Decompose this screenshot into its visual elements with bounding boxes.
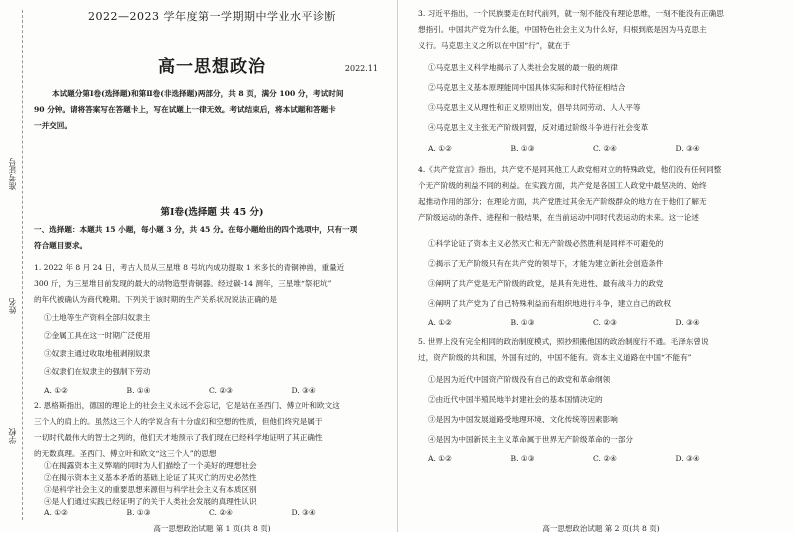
stem-line: 1. 2022 年 8 月 24 日，考古人员从三星堆 8 号坑内成功提取 1 米多长的青铜神兽，重量近 xyxy=(34,263,345,272)
q5-option-1: ①是因为近代中国资产阶级没有自己的政党和革命纲领 xyxy=(428,375,611,384)
stem-line: 的年代被确认为商代晚期。下列关于该时期的生产关系状况说法正确的是 xyxy=(34,295,277,304)
page-1 xyxy=(34,0,390,532)
stem-line: 想指引。中国共产党为什么能，中国特色社会主义为什么好，归根到底是因为马克思主 xyxy=(418,25,707,34)
q1-choice-b: B. ①④ xyxy=(126,386,151,395)
strip-label-name: 姓名 xyxy=(8,298,17,314)
q3-choice-a: A. ①② xyxy=(428,144,452,153)
q3-option-2: ②马克思主义基本原理能同中国具体实际和时代特征相结合 xyxy=(428,83,626,92)
exam-date: 2022.11 xyxy=(344,64,378,73)
q2-option-1: ①在揭露资本主义弊端的同时为人们描绘了一个美好的理想社会 xyxy=(44,461,257,470)
page-footer: 高一思想政治试题 第 2 页(共 8 页) xyxy=(542,524,660,533)
section-title: 第Ⅰ卷(选择题 共 45 分) xyxy=(160,207,264,218)
q1-choice-d: D. ③④ xyxy=(291,386,316,395)
section-intro-line: 符合题目要求。 xyxy=(34,241,88,250)
q3-choices xyxy=(428,144,758,153)
q2-choice-c: C. ②④ xyxy=(209,508,233,517)
stem-line: 起推动作用的部分；在理论方面，共产党胜过其余无产阶级群众的地方在于他们了解无 xyxy=(418,197,707,206)
stem-line: 300 斤，为三星堆目前发现的最大的动物造型青铜器。经过碳-14 测年，三星堆“祭祀坑” xyxy=(34,279,332,288)
stem-line: 的无数真理。圣西门、傅立叶和欧文“这三个人”的思想 xyxy=(34,449,217,458)
stem-line: 一切时代最伟大的智士之列的，他们天才地预示了我们现在已经科学地证明了其正确性 xyxy=(34,433,323,442)
q2-choice-d: D. ③④ xyxy=(291,508,316,517)
q2-option-3: ③是科学社会主义的重要思想来源但与科学社会主义有本质区别 xyxy=(44,485,257,494)
stem-line: 4.《共产党宣言》指出，共产党不是同其他工人政党相对立的特殊政党，他们没有任何同整 xyxy=(418,165,722,174)
q1-option-4: ④奴隶们在奴隶主的强制下劳动 xyxy=(44,367,151,376)
question-4-stem xyxy=(418,162,784,226)
q1-choice-a: A. ①② xyxy=(44,386,68,395)
q1-option-2: ②金属工具在这一时期广泛使用 xyxy=(44,331,151,340)
q2-option-2: ②在揭示资本主义基本矛盾的基础上论证了其灭亡的历史必然性 xyxy=(44,473,257,482)
stem-line: 义行。马克思主义之所以在中国“行”，就在于 xyxy=(418,41,571,50)
q4-choices xyxy=(428,318,758,327)
q4-option-4: ④阐明了共产党为了自己特殊利益而有组织地进行斗争，建立自己的政权 xyxy=(428,299,671,308)
q4-choice-d: D. ③④ xyxy=(675,318,700,327)
binding-cut-line xyxy=(22,10,23,520)
q1-choice-c: C. ②③ xyxy=(209,386,233,395)
instructions-line: 90 分钟。请将答案写在答题卡上，写在试题上一律无效。考试结束后，将本试题和答题卡 xyxy=(34,105,336,114)
q1-option-1: ①土地等生产资料全部归奴隶主 xyxy=(44,313,151,322)
page-divider xyxy=(397,0,398,532)
q5-choice-b: B. ①③ xyxy=(510,454,535,463)
stem-line: 过，资产阶级的共和国，外国有过的，中国不能有。资本主义道路在中国“不能有” xyxy=(418,353,692,362)
q3-choice-b: B. ①③ xyxy=(510,144,535,153)
q3-choice-c: C. ②④ xyxy=(593,144,617,153)
q5-choice-a: A. ①② xyxy=(428,454,452,463)
q2-choices xyxy=(44,508,374,517)
q5-choices xyxy=(428,454,758,463)
q4-option-1: ①科学论证了资本主义必然灭亡和无产阶级必然胜利是同样不可避免的 xyxy=(428,239,664,248)
subject-title: 高一思想政治 xyxy=(158,57,266,77)
exam-title: 2022—2023 学年度第一学期期中学业水平诊断 xyxy=(88,10,336,23)
q4-choice-c: C. ②③ xyxy=(593,318,617,327)
q5-option-3: ③是因为中国发展道路受地理环境、文化传统等因素影响 xyxy=(428,415,618,424)
stem-line: 2. 恩格斯指出，德国的理论上的社会主义永远不会忘记，它是站在圣西门、傅立叶和欧文这 xyxy=(34,401,340,410)
stem-line: 个无产阶级的利益不同的利益。在实践方面，共产党是各国工人政党中最坚决的、始终 xyxy=(418,181,707,190)
q5-option-4: ④是因为中国新民主主义革命属于世界无产阶级革命的一部分 xyxy=(428,435,634,444)
stem-line: 产阶级运动的条件、进程和一般结果，在当前运动中同时代表运动的未来。这一论述 xyxy=(418,213,699,222)
question-3-stem xyxy=(418,6,784,54)
q1-choices xyxy=(44,386,374,395)
question-2-stem xyxy=(34,398,390,462)
q4-option-2: ②揭示了无产阶级只有在共产党的领导下，才能为建立新社会创造条件 xyxy=(428,259,664,268)
page-2 xyxy=(418,0,784,532)
instructions xyxy=(34,86,390,134)
q3-option-1: ①马克思主义科学地揭示了人类社会发展的最一般的规律 xyxy=(428,63,618,72)
q2-option-4: ④是人们通过实践已经证明了的关于人类社会发展的真理性认识 xyxy=(44,497,257,506)
q3-choice-d: D. ③④ xyxy=(675,144,700,153)
q4-choice-b: B. ①③ xyxy=(510,318,535,327)
question-5-stem xyxy=(418,334,784,366)
instructions-line: 本试题分第Ⅰ卷(选择题)和第Ⅱ卷(非选择题)两部分，共 8 页，满分 100 分，考试时间 xyxy=(52,89,344,98)
page-footer: 高一思想政治试题 第 1 页(共 8 页) xyxy=(153,524,271,533)
stem-line: 三个人的肩上的。虽然这三个人的学说含有十分虚幻和空想的性质，但他们终究是属于 xyxy=(34,417,323,426)
stem-line: 3. 习近平指出，一个民族要走在时代前列，就一刻不能没有理论思维，一刻不能没有正确思 xyxy=(418,9,724,18)
q2-choice-a: A. ①② xyxy=(44,508,68,517)
q3-option-3: ③马克思主义从理性和正义原则出发，倡导共同劳动、人人平等 xyxy=(428,103,641,112)
section-intro-line: 一、选择题：本题共 15 小题，每小题 3 分，共 45 分。在每小题给出的四个选项中，只有一项 xyxy=(34,225,358,234)
q4-option-3: ③阐明了共产党是无产阶级的政党，是具有先进性、最有战斗力的政党 xyxy=(428,279,664,288)
instructions-line: 一并交回。 xyxy=(34,121,72,130)
strip-label-school: 学校 xyxy=(8,428,17,444)
binding-strip xyxy=(0,0,30,532)
q1-option-3: ③奴隶主通过收取地租剥削奴隶 xyxy=(44,349,151,358)
question-1-stem xyxy=(34,260,390,308)
strip-label-id: 准考证号 xyxy=(8,158,17,190)
q4-choice-a: A. ①② xyxy=(428,318,452,327)
q2-choice-b: B. ①③ xyxy=(126,508,151,517)
q5-option-2: ②由近代中国半殖民地半封建社会的基本国情决定的 xyxy=(428,395,603,404)
stem-line: 5. 世界上没有完全相同的政治制度模式，照抄照搬他国的政治制度行不通。毛泽东曾说 xyxy=(418,337,709,346)
q3-option-4: ④马克思主义主张无产阶级同盟，反对通过阶级斗争进行社会变革 xyxy=(428,123,649,132)
q5-choice-d: D. ③④ xyxy=(675,454,700,463)
q5-choice-c: C. ②④ xyxy=(593,454,617,463)
section-intro xyxy=(34,222,390,254)
